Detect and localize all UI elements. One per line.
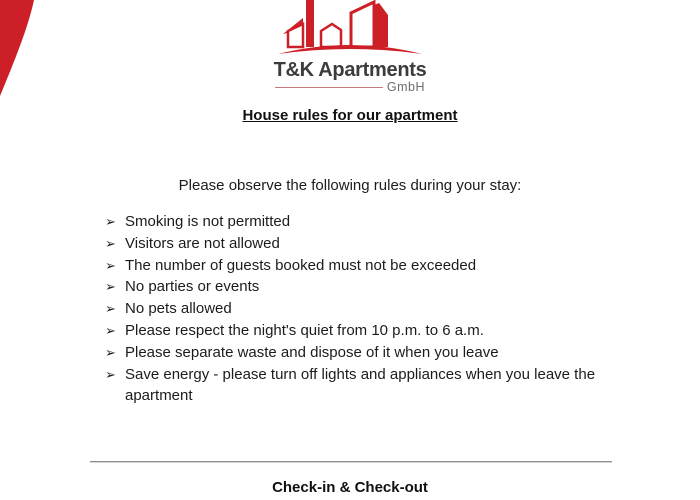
rule-text: Please respect the night's quiet from 10 p.m. to 6 a.m. xyxy=(125,321,484,339)
rule-text: No pets allowed xyxy=(125,300,232,318)
page-title: House rules for our apartment xyxy=(242,107,458,124)
arrow-bullet-icon: ➢ xyxy=(105,366,116,382)
buildings-icon xyxy=(275,0,425,57)
intro-text: Please observe the following rules during your stay: xyxy=(178,177,522,194)
arrow-bullet-icon: ➢ xyxy=(105,257,116,273)
rule-item xyxy=(105,320,621,342)
brand-suffix-row xyxy=(275,80,425,94)
rule-item xyxy=(105,255,621,277)
rule-item xyxy=(105,233,621,255)
rule-item xyxy=(105,276,621,298)
arrow-bullet-icon: ➢ xyxy=(105,322,116,338)
red-corner-decoration xyxy=(0,0,60,100)
arrow-bullet-icon: ➢ xyxy=(105,301,116,317)
section-divider xyxy=(90,461,612,463)
rule-text: No parties or events xyxy=(125,278,260,296)
rule-text: Visitors are not allowed xyxy=(125,234,280,252)
arrow-bullet-icon: ➢ xyxy=(105,279,116,295)
arrow-bullet-icon: ➢ xyxy=(105,214,116,229)
brand-name: T&K Apartments xyxy=(273,59,427,81)
rule-item xyxy=(105,298,621,320)
arrow-bullet-icon: ➢ xyxy=(105,235,116,251)
rule-item xyxy=(105,364,621,408)
rule-text: Save energy - please turn off lights and appliances when you leave the apartment xyxy=(125,365,596,405)
rules-list xyxy=(105,211,621,407)
rule-text: Please separate waste and dispose of it when you leave xyxy=(125,343,499,361)
rule-text: Smoking is not permitted xyxy=(125,213,291,230)
arrow-bullet-icon: ➢ xyxy=(105,344,116,360)
brand-suffix: GmbH xyxy=(386,80,425,94)
next-section-title: Check-in & Check-out xyxy=(272,479,428,497)
rule-text: The number of guests booked must not be exceeded xyxy=(125,256,477,274)
brand-underline xyxy=(275,87,383,88)
rule-item xyxy=(105,342,621,364)
rule-item xyxy=(105,211,621,233)
tk-apartments-logo xyxy=(270,0,430,94)
